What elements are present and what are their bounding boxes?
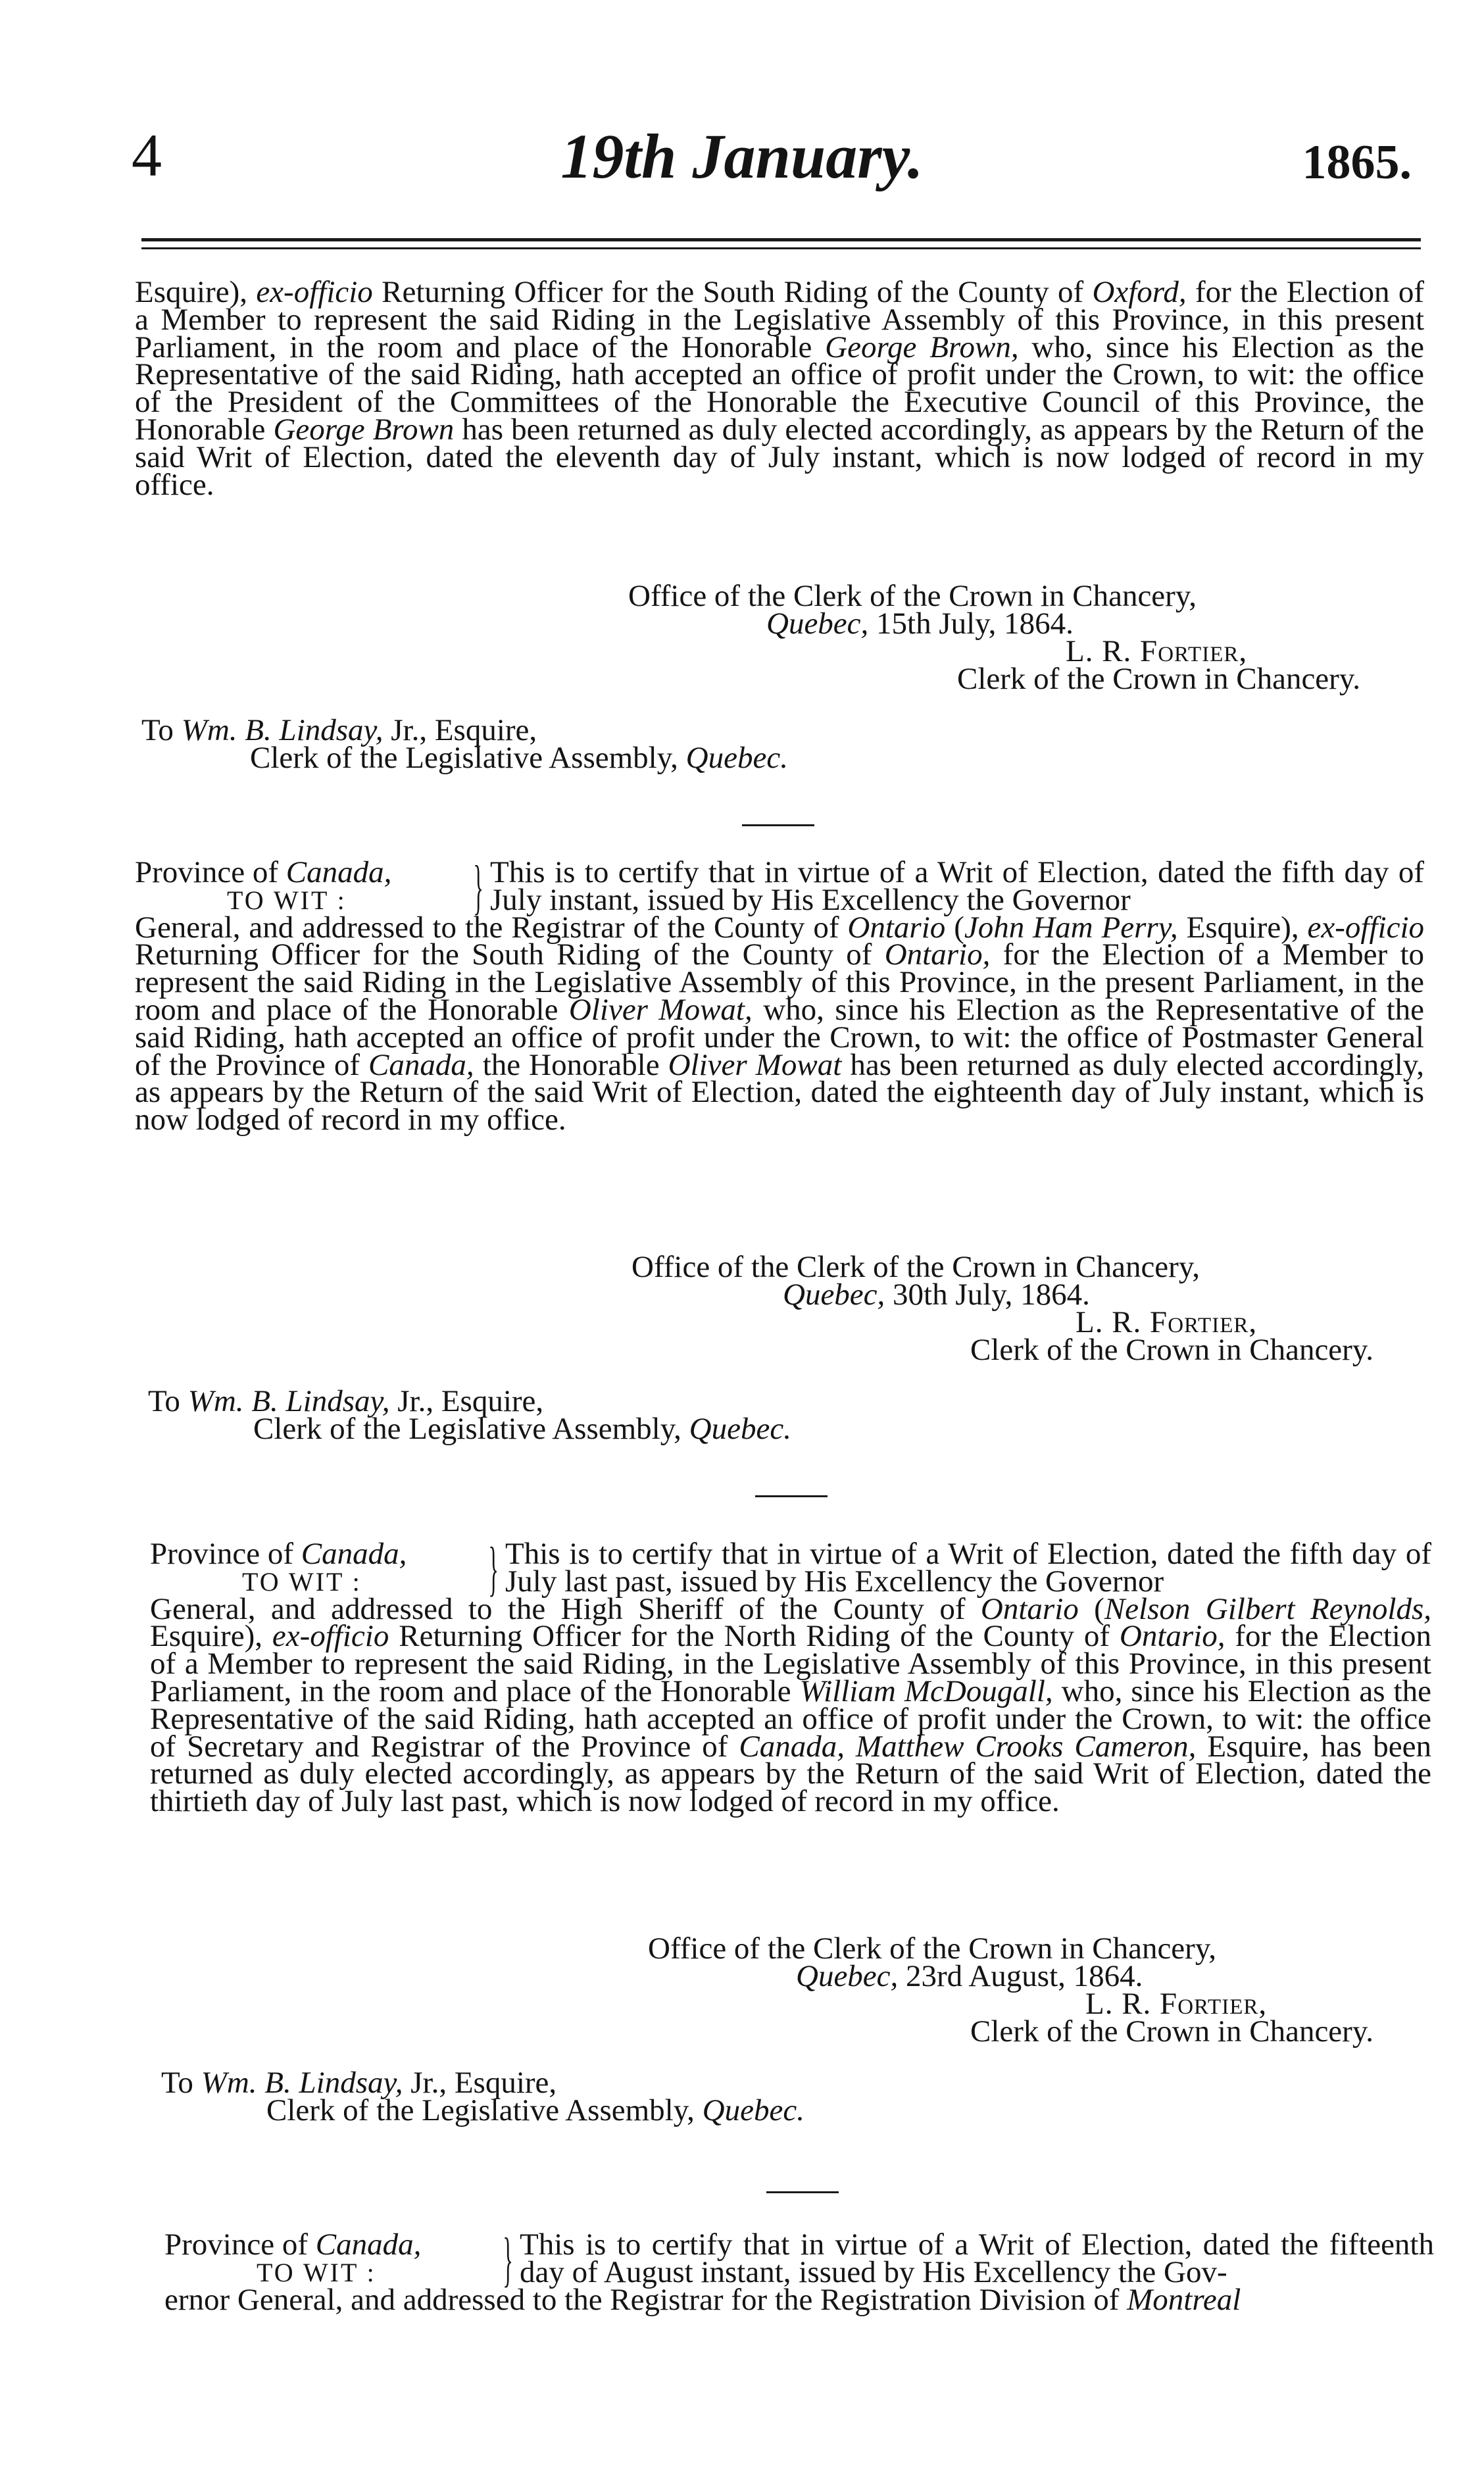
notice-2-signatory: L. R. Fortier, xyxy=(1076,1305,1258,1339)
notice-4-text: ernor General, and addressed to the Registrar for the Registration Division of Montreal xyxy=(164,2282,1241,2317)
notice-3-opening: This is to certify that in virtue of a Writ of Election, dated the fifth day of July last past, issued by His Excellency the Governor xyxy=(505,1537,1431,1599)
notice-3 xyxy=(150,1535,1432,1819)
notice-3-province: Province of Canada, xyxy=(150,1537,407,1571)
notice-2-text: General, and addressed to the Registrar of the County of Ontario (John Ham Perry, Esquire), ex-officio Returning Officer for the South Riding of the County of Ontario, for the Election of a Member to represent the said Riding in the Legislative Assembly of this Province, in the present Parliament, in the room and place of the Honorable Oliver Mowat, who, since his Election as the Representative of the said Riding, hath accepted an office of profit under the Crown, to wit: the office of Postmaster General of the Province of Canada, the Honorable Oliver Mowat has been returned as duly elected accordingly, as appears by the Return of the said Writ of Election, dated the eighteenth day of July instant, which is now lodged of record in my office. xyxy=(135,910,1424,1137)
notice-3-addressee: To Wm. B. Lindsay, Jr., Esquire, xyxy=(161,2066,557,2100)
page-number: 4 xyxy=(132,122,162,189)
notice-2 xyxy=(135,853,1424,1137)
notice-2-office: Office of the Clerk of the Crown in Chancery, xyxy=(631,1250,1200,1284)
brace-icon: } xyxy=(503,2225,513,2293)
notice-3-signatory: L. R. Fortier, xyxy=(1085,1987,1268,2021)
notice-1-office: Office of the Clerk of the Crown in Chancery, xyxy=(628,579,1197,613)
notice-3-to-wit: TO WIT : xyxy=(242,1566,362,1597)
notice-4-province: Province of Canada, xyxy=(164,2227,422,2262)
notice-3-addressee-title: Clerk of the Legislative Assembly, Quebec. xyxy=(266,2093,804,2127)
notice-2-province: Province of Canada, xyxy=(135,855,392,889)
notice-3-text: General, and addressed to the High Sheriff of the County of Ontario (Nelson Gilbert Reynolds, Esquire), ex-officio Returning Officer for the North Riding of the County of Ontario, for the Election of a Member to represent the said Riding, in the Legislative Assembly of this Province, in this present Parliament, in the room and place of the Honorable William McDougall, who, since his Election as the Representative of the said Riding, hath accepted an office of profit under the Crown, to wit: the office of Secretary and Registrar of the Province of Canada, Matthew Crooks Cameron, Esquire, has been returned as duly elected accordingly, as appears by the Return of the said Writ of Election, dated the thirtieth day of July last past, which is now lodged of record in my office. xyxy=(150,1591,1432,1819)
separator-rule xyxy=(742,824,814,826)
notice-3-title: Clerk of the Crown in Chancery. xyxy=(970,2014,1374,2049)
notice-2-addressee-title: Clerk of the Legislative Assembly, Quebec. xyxy=(253,1412,791,1446)
notice-1-addressee: To Wm. B. Lindsay, Jr., Esquire, xyxy=(141,713,537,747)
notice-2-title: Clerk of the Crown in Chancery. xyxy=(970,1333,1374,1367)
header-rule xyxy=(141,238,1421,241)
notice-4-opening: This is to certify that in virtue of a Writ of Election, dated the fifteenth day of August instant, issued by His Excellency the Gov- xyxy=(520,2227,1434,2289)
header-rule-thin xyxy=(141,247,1421,249)
notice-3-office: Office of the Clerk of the Crown in Chancery, xyxy=(648,1931,1217,1966)
notice-1-title: Clerk of the Crown in Chancery. xyxy=(957,662,1361,696)
notice-4-to-wit: TO WIT : xyxy=(257,2257,376,2287)
notice-1-signatory: L. R. Fortier, xyxy=(1066,634,1248,668)
notice-1-addressee-title: Clerk of the Legislative Assembly, Quebec. xyxy=(250,741,788,775)
notice-4 xyxy=(164,2225,1434,2317)
notice-2-addressee: To Wm. B. Lindsay, Jr., Esquire, xyxy=(148,1384,544,1418)
notice-2-to-wit: TO WIT : xyxy=(227,885,347,915)
notice-2-place-date: Quebec, 30th July, 1864. xyxy=(783,1278,1090,1312)
notice-3-place-date: Quebec, 23rd August, 1864. xyxy=(796,1959,1143,1993)
separator-rule xyxy=(766,2191,839,2193)
brace-icon: } xyxy=(488,1535,499,1602)
notice-1-text: Esquire), ex-officio Returning Officer for the South Riding of the County of Oxford, for the Election of a Member to represent the said Riding in the Legislative Assembly of this Province, in this present Parliament, in the room and place of the Honorable George Brown, who, since his Election as the Representative of the said Riding, hath accepted an office of profit under the Crown, to wit: the office of the President of the Committees of the Honorable the Executive Council of this Province, the Honorable George Brown has been returned as duly elected accordingly, as appears by the Return of the said Writ of Election, dated the eleventh day of July instant, which is now lodged of record in my office. xyxy=(135,275,1424,502)
brace-icon: } xyxy=(473,853,483,920)
page-date: 19th January. xyxy=(560,121,924,191)
notice-2-opening: This is to certify that in virtue of a Writ of Election, dated the fifth day of July instant, issued by His Excellency the Governor xyxy=(490,855,1424,917)
notice-1-body xyxy=(135,275,1424,502)
separator-rule xyxy=(755,1495,828,1497)
page-year: 1865. xyxy=(1302,136,1412,189)
notice-1-place-date: Quebec, 15th July, 1864. xyxy=(766,607,1074,641)
